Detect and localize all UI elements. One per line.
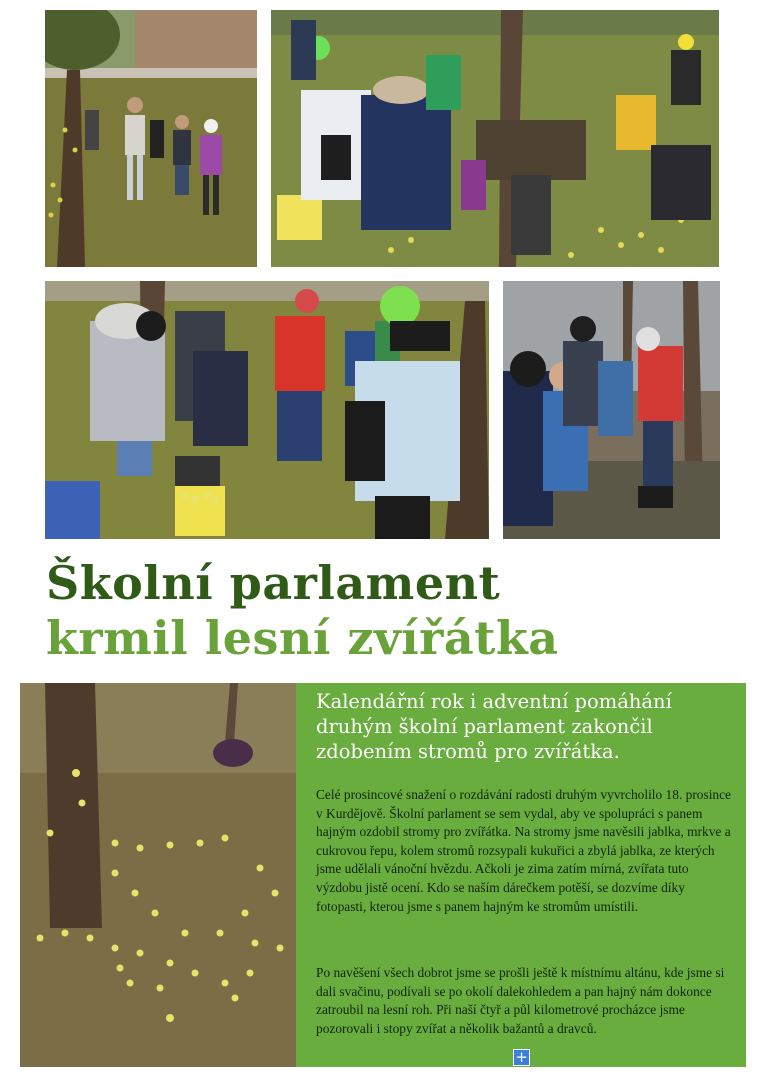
article-title-line-1: Školní parlament: [46, 556, 501, 610]
photo-apple-star-under-tree: [20, 683, 296, 1067]
photo-children-with-buckets: [45, 281, 489, 539]
article-paragraph-2: Po navěšení všech dobrot jsme se prošli ještě k místnímu altánu, kde jsme si dali svačinu, podívali se po okolí dalekohledem a pan hajný nám dokonce zatroubil na lesní roh. Při naší čtyř a půl kilometrové procházce jsme pozorovali i stopy zvířat a několik bažantů a dravců.: [316, 965, 725, 1036]
article-paragraph-1: Celé prosincové snažení o rozdávání radosti druhým vyvrcholilo 18. prosince v Kurdějově. Školní parlament se sem vydal, aby ve spolupráci s panem hajným ozdobil stromy pro zvířátka. Na stromy jsme navěsili jablka, mrkve a cukrovou řepu, kolem stromů rozsypali kukuřici a zbylá jablka, ze kterých jsme udělali vánoční hvězdu. Ačkoli je zima zatím mírná, zvířata tuto výzdobu jistě ocení. Kdo se naším dárečkem potěší, se dozvíme díky fotopasti, kterou jsme s panem hajným ke stromům umístili.: [316, 787, 731, 914]
article-lead: Kalendářní rok i adventní pomáhání druhým školní parlament zakončil zdobením stromů pro zvířátka.: [316, 690, 672, 763]
photo-children-among-trees: [503, 281, 720, 539]
article-text-panel: [296, 683, 746, 1067]
photo-group-collecting-apples: [271, 10, 719, 267]
photo-children-by-tree: [45, 10, 257, 267]
article-title-line-2: krmil lesní zvířátka: [46, 611, 559, 665]
expand-plus-button[interactable]: +: [513, 1049, 530, 1066]
